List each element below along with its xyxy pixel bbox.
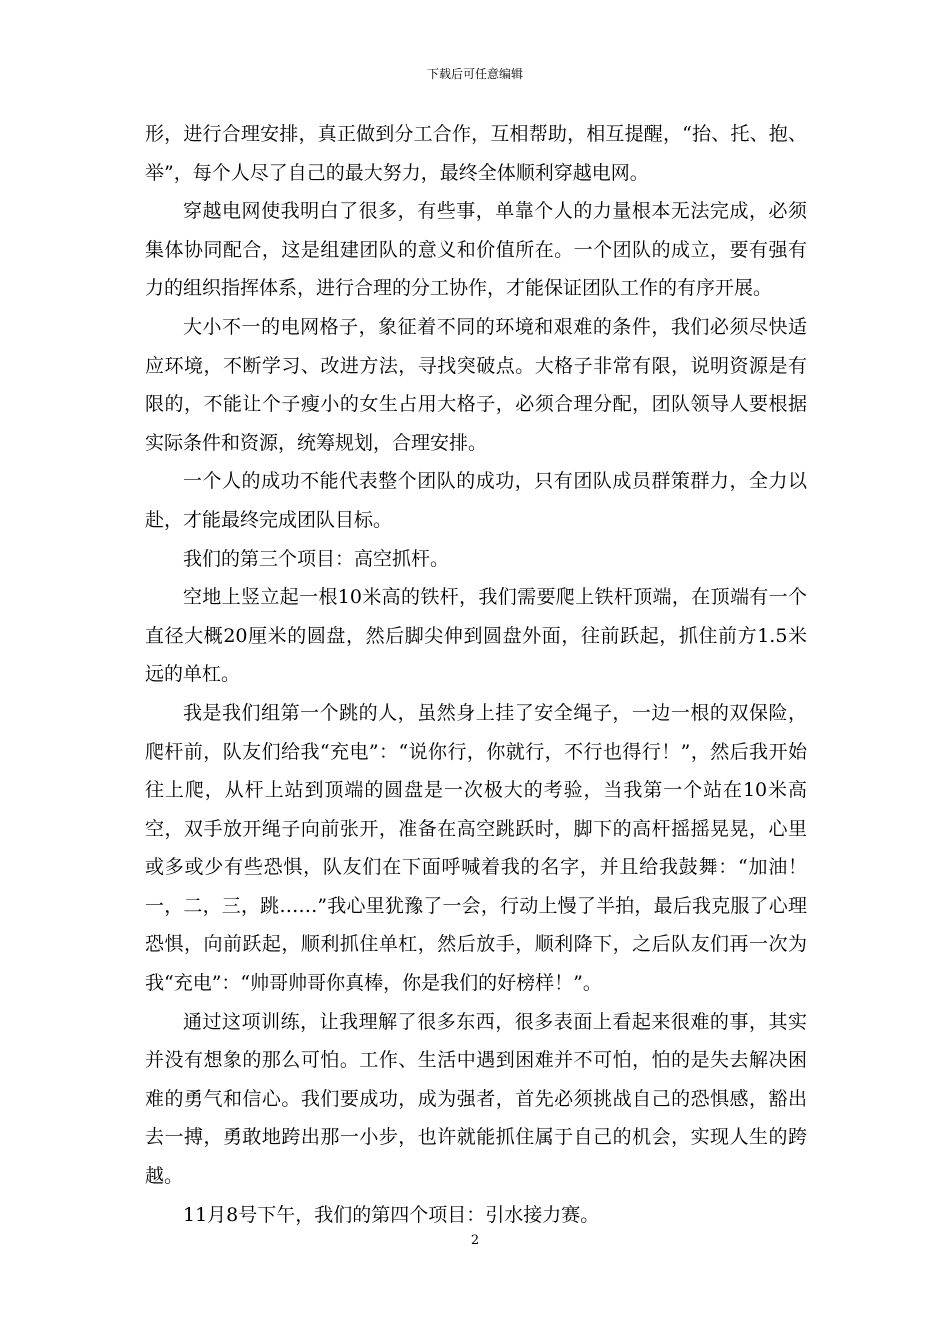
paragraph: 穿越电网使我明白了很多，有些事，单靠个人的力量根本无法完成，必须集体协同配合，这是组建团队的意义和价值所在。一个团队的成立，要有强有力的组织指挥体系，进行合理的分工协作，才能保证团队工作的有序开展。 <box>145 200 807 300</box>
paragraph: 11月8号下午，我们的第四个项目：引水接力赛。 <box>183 1203 600 1226</box>
page-number: 2 <box>470 1233 480 1248</box>
paragraph: 通过这项训练，让我理解了很多东西，很多表面上看起来很难的事，其实并没有想象的那么可怕。工作、生活中遇到困难并不可怕，怕的是失去解决困难的勇气和信心。我们要成功，成为强者，首先必须挑战自己的恐惧感，豁出去一搏，勇敢地跨出那一小步，也许就能抓住属于自己的机会，实现人生的跨越。 <box>145 1010 807 1188</box>
paragraph: 大小不一的电网格子，象征着不同的环境和艰难的条件，我们必须尽快适应环境，不断学习、改进方法，寻找突破点。大格子非常有限，说明资源是有限的，不能让个子瘦小的女生占用大格子，必须合理分配，团队领导人要根据实际条件和资源，统筹规划，合理安排。 <box>145 315 807 454</box>
paragraph-continued: 形，进行合理安排，真正做到分工合作，互相帮助，相互提醒，“抬、托、抱、举”，每个人尽了自己的最大努力，最终全体顺利穿越电网。 <box>145 123 807 184</box>
document-body <box>145 115 807 1234</box>
page-header: 下载后可任意编辑 <box>426 67 523 81</box>
paragraph-project-title: 我们的第三个项目：高空抓杆。 <box>183 547 450 570</box>
paragraph: 我是我们组第一个跳的人，虽然身上挂了安全绳子，一边一根的双保险，爬杆前，队友们给我“充电”：“说你行，你就行，不行也得行！”，然后我开始往上爬，从杆上站到顶端的圆盘是一次极大的考验，当我第一个站在10米高空，双手放开绳子向前张开，准备在高空跳跃时，脚下的高杆摇摇晃晃，心里或多或少有些恐惧，队友们在下面呼喊着我的名字，并且给我鼓舞：“加油！一，二，三，跳……”我心里犹豫了一会，行动上慢了半拍，最后我克服了心理恐惧，向前跃起，顺利抓住单杠，然后放手，顺利降下，之后队友们再一次为我“充电”：“帅哥帅哥你真棒，你是我们的好榜样！”。 <box>145 701 807 995</box>
paragraph: 一个人的成功不能代表整个团队的成功，只有团队成员群策群力，全力以赴，才能最终完成团队目标。 <box>145 470 807 531</box>
paragraph: 空地上竖立起一根10米高的铁杆，我们需要爬上铁杆顶端，在顶端有一个直径大概20厘米的圆盘，然后脚尖伸到圆盘外面，往前跃起，抓住前方1.5米远的单杠。 <box>145 586 807 686</box>
